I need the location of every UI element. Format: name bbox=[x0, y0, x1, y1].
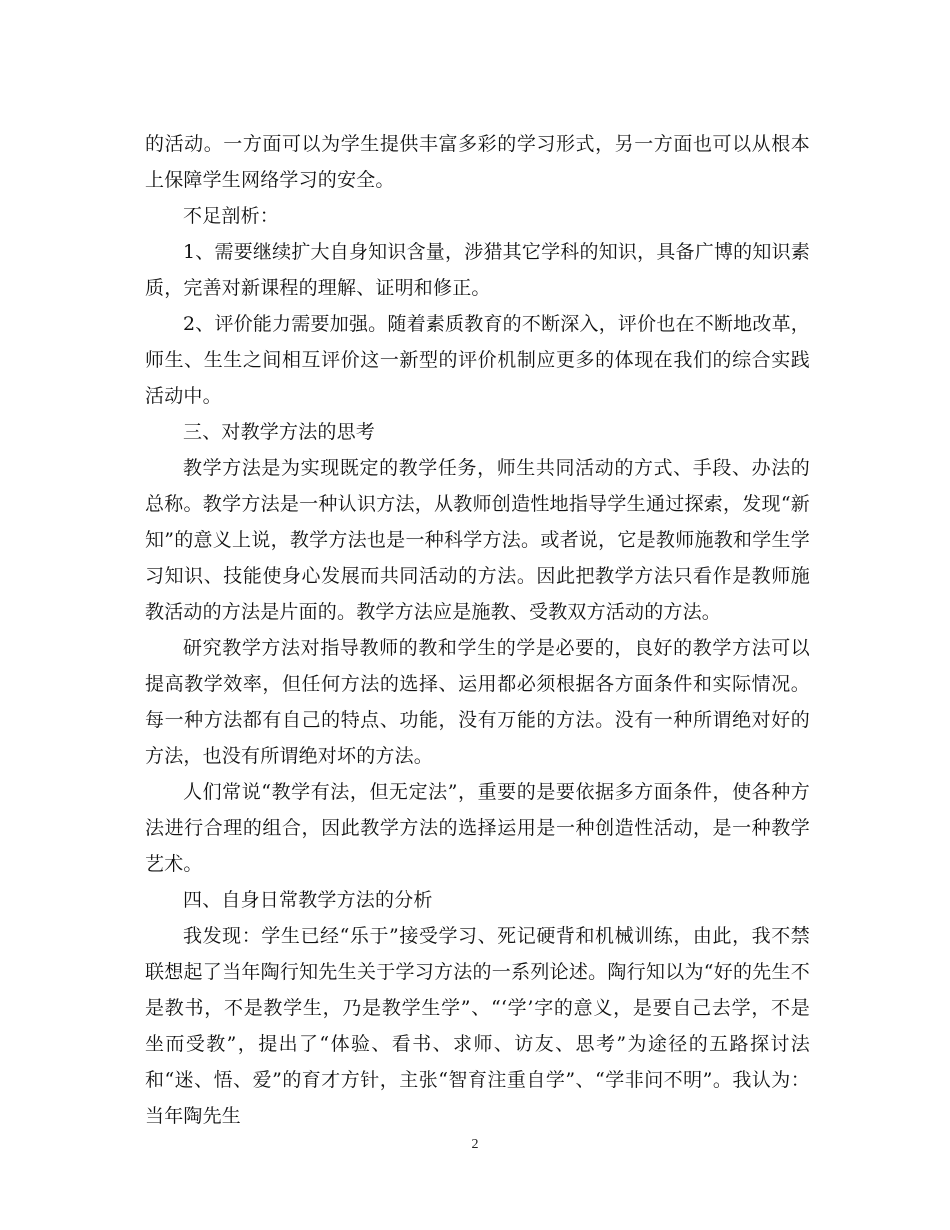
section-heading-3: 三、对教学方法的思考 bbox=[183, 421, 376, 443]
paragraph-4: 2、评价能力需要加强。随着素质教育的不断深入，评价也在不断地改革，师生、生生之间相互评价这一新型的评价机制应更多的体现在我们的综合实践活动中。 bbox=[145, 313, 810, 407]
paragraph-3: 1、需要继续扩大自身知识含量，涉猎其它学科的知识，具备广博的知识素质，完善对新课程的理解、证明和修正。 bbox=[145, 241, 810, 299]
page-number: 2 bbox=[471, 1137, 479, 1152]
document-body bbox=[145, 126, 810, 1134]
paragraph-8: 我发现：学生已经“乐于”接受学习、死记硬背和机械训练，由此，我不禁联想起了当年陶行知先生关于学习方法的一系列论述。陶行知以为“好的先生不是教书，不是教学生，乃是教学生学”、“‘学’字的意义，是要自己去学，不是坐而受教”，提出了“体验、看书、求师、访友、思考”为途径的五路探讨法和“迷、悟、爱”的育才方针，主张“智育注重自学”、“学非问不明”。我认为：当年陶先生 bbox=[145, 925, 810, 1127]
paragraph-5: 教学方法是为实现既定的教学任务，师生共同活动的方式、手段、办法的总称。教学方法是一种认识方法，从教师创造性地指导学生通过探索，发现“新知”的意义上说，教学方法也是一种科学方法。或者说，它是教师施教和学生学习知识、技能使身心发展而共同活动的方法。因此把教学方法只看作是教师施教活动的方法是片面的。教学方法应是施教、受教双方活动的方法。 bbox=[145, 457, 810, 623]
section-heading-4: 四、自身日常教学方法的分析 bbox=[183, 889, 433, 911]
paragraph-2: 不足剖析： bbox=[183, 205, 280, 227]
paragraph-7: 人们常说“教学有法，但无定法”，重要的是要依据多方面条件，使各种方法进行合理的组合，因此教学方法的选择运用是一种创造性活动，是一种教学艺术。 bbox=[145, 781, 810, 875]
paragraph-6: 研究教学方法对指导教师的教和学生的学是必要的，良好的教学方法可以提高教学效率，但任何方法的选择、运用都必须根据各方面条件和实际情况。每一种方法都有自己的特点、功能，没有万能的方法。没有一种所谓绝对好的方法，也没有所谓绝对坏的方法。 bbox=[145, 637, 810, 767]
paragraph-1: 的活动。一方面可以为学生提供丰富多彩的学习形式，另一方面也可以从根本上保障学生网络学习的安全。 bbox=[145, 133, 810, 191]
